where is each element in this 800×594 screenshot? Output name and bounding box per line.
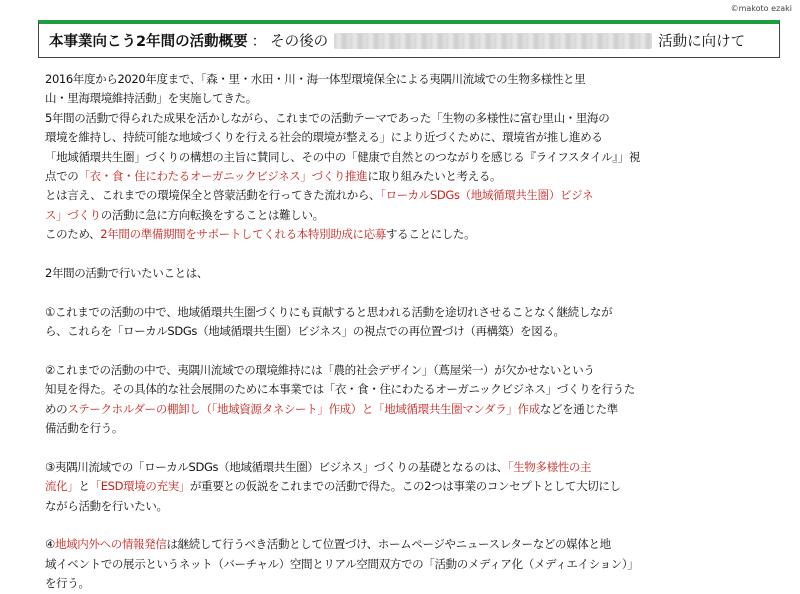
slide-title-main: 本事業向こう2年間の活動概要: [49, 34, 248, 50]
slide-title-lead: その後の: [270, 34, 329, 50]
text-line: [45, 574, 780, 593]
paragraph-gap: [45, 245, 780, 264]
text-line: [45, 148, 780, 167]
text-line: [45, 186, 780, 205]
text-segment: 「地域循環共生圏」づくりの構想の主旨に賛同し、その中の「健康で自然とのつながりを感じる『ライフスタイル』」視: [45, 149, 640, 164]
highlighted-text: 「ローカルSDGs（地域循環共生圏）ビジネ: [380, 188, 594, 203]
text-line: [45, 497, 780, 516]
highlighted-text: 地域内外への情報発信: [54, 537, 167, 552]
text-segment: ①これまでの活動の中で、地域循環共生圏づくりにも貢献すると思われる活動を途切れさせることなく継続しなが: [45, 304, 613, 319]
highlighted-text: ス」づくり: [45, 207, 101, 222]
text-line: [45, 380, 780, 399]
text-segment: とは言え、これまでの環境保全と啓蒙活動を行ってきた流れから、: [45, 188, 381, 203]
text-segment: 山・里海環境維持活動」を実施してきた。: [45, 91, 257, 106]
paragraph: [45, 70, 780, 245]
paragraph: [45, 535, 780, 593]
text-line: [45, 322, 780, 341]
paragraph: [45, 458, 780, 516]
text-line: [45, 109, 780, 128]
paragraph-gap: [45, 516, 780, 535]
text-segment: ながら活動を行いたい。: [45, 498, 168, 513]
text-segment: の活動に急に方向転換をすることは難しい。: [100, 207, 324, 222]
text-line: [45, 206, 780, 225]
text-line: [45, 555, 780, 574]
text-segment: 2016年度から2020年度まで、「森・里・水田・川・海一体型環境保全による夷隅川流域での生物多様性と里: [45, 72, 586, 86]
text-line: [45, 264, 780, 283]
text-segment: めの: [45, 401, 68, 416]
highlighted-text: 「ESD環境の充実」: [89, 479, 191, 494]
text-segment: を行う。: [45, 576, 90, 591]
copyright-notice: ©makoto ezaki: [730, 4, 792, 13]
text-segment: 点での: [45, 168, 79, 183]
text-line: [45, 361, 780, 380]
text-line: [45, 303, 780, 322]
slide-title-tail: 活動に向けて: [658, 34, 746, 50]
text-segment: ③夷隅川流域での「ローカルSDGs（地域循環共生圏）ビジネス」づくりの基礎となるのは、: [45, 459, 508, 474]
text-segment: 域イベントでの展示というネット（バーチャル）空間とリアル空間双方での「活動のメディア化（メディエイション）」: [45, 556, 639, 571]
text-line: [45, 167, 780, 186]
text-line: [45, 535, 780, 554]
highlighted-text: 流化」: [45, 479, 79, 494]
text-segment: などを通じた準: [539, 401, 618, 416]
text-segment: と: [78, 479, 90, 494]
text-line: [45, 400, 780, 419]
text-segment: 2年間の活動で行いたいことは、: [45, 265, 209, 280]
paragraph-gap: [45, 438, 780, 457]
highlighted-text: ステークホルダーの棚卸し（「地域資源タネシート」作成）と「地域循環共生圏マンダラ」作成: [67, 401, 540, 416]
body-text: [45, 70, 780, 594]
text-line: [45, 89, 780, 108]
text-segment: 環境を維持し、持続可能な地域づくりを行える社会的環境が整える」により近づくために、環境省が推し進める: [45, 130, 603, 145]
text-segment: 備活動を行う。: [45, 421, 124, 436]
text-segment: 知見を得た。その具体的な社会展開のために本事業では「衣・食・住にわたるオーガニックビジネス」づくりを行うた: [45, 382, 635, 397]
text-segment: することにした。: [386, 227, 476, 242]
highlighted-text: 「生物多様性の主: [507, 459, 592, 474]
text-line: [45, 477, 780, 496]
text-line: [45, 225, 780, 244]
text-segment: 5年間の活動で得られた成果を活かしながら、これまでの活動テーマであった「生物の多様性に富む里山・里海の: [45, 110, 610, 125]
text-segment: に取り組みたいと考える。: [367, 168, 502, 183]
highlighted-text: 「衣・食・住にわたるオーガニックビジネス」づくり推進: [78, 168, 368, 183]
text-segment: このため、: [45, 227, 101, 242]
slide-title-separator: ：: [251, 34, 267, 50]
text-line: [45, 128, 780, 147]
paragraph-gap: [45, 341, 780, 360]
text-segment: ④: [45, 537, 55, 552]
slide-title-box: [38, 20, 780, 58]
text-segment: が重要との仮説をこれまでの活動で得た。この2つは事業のコンセプトとして大切にし: [190, 479, 621, 494]
paragraph-gap: [45, 283, 780, 302]
paragraph: [45, 361, 780, 439]
text-line: [45, 419, 780, 438]
paragraph: [45, 303, 780, 342]
text-line: [45, 70, 780, 89]
highlighted-text: 2年間の準備期間をサポートしてくれる本特別助成に応募: [100, 227, 387, 242]
text-segment: ②これまでの活動の中で、夷隅川流域での環境維持には「農的社会デザイン」（蔦屋栄一）が欠かせないという: [45, 362, 595, 377]
paragraph: [45, 264, 780, 283]
text-line: [45, 458, 780, 477]
text-segment: は継続して行うべき活動として位置づけ、ホームページやニュースレターなどの媒体と地: [166, 537, 611, 552]
redacted-text-block: [334, 33, 652, 49]
text-segment: ら、これらを「ローカルSDGs（地域循環共生圏）ビジネス」の視点での再位置づけ（再構築）を図る。: [45, 324, 565, 339]
